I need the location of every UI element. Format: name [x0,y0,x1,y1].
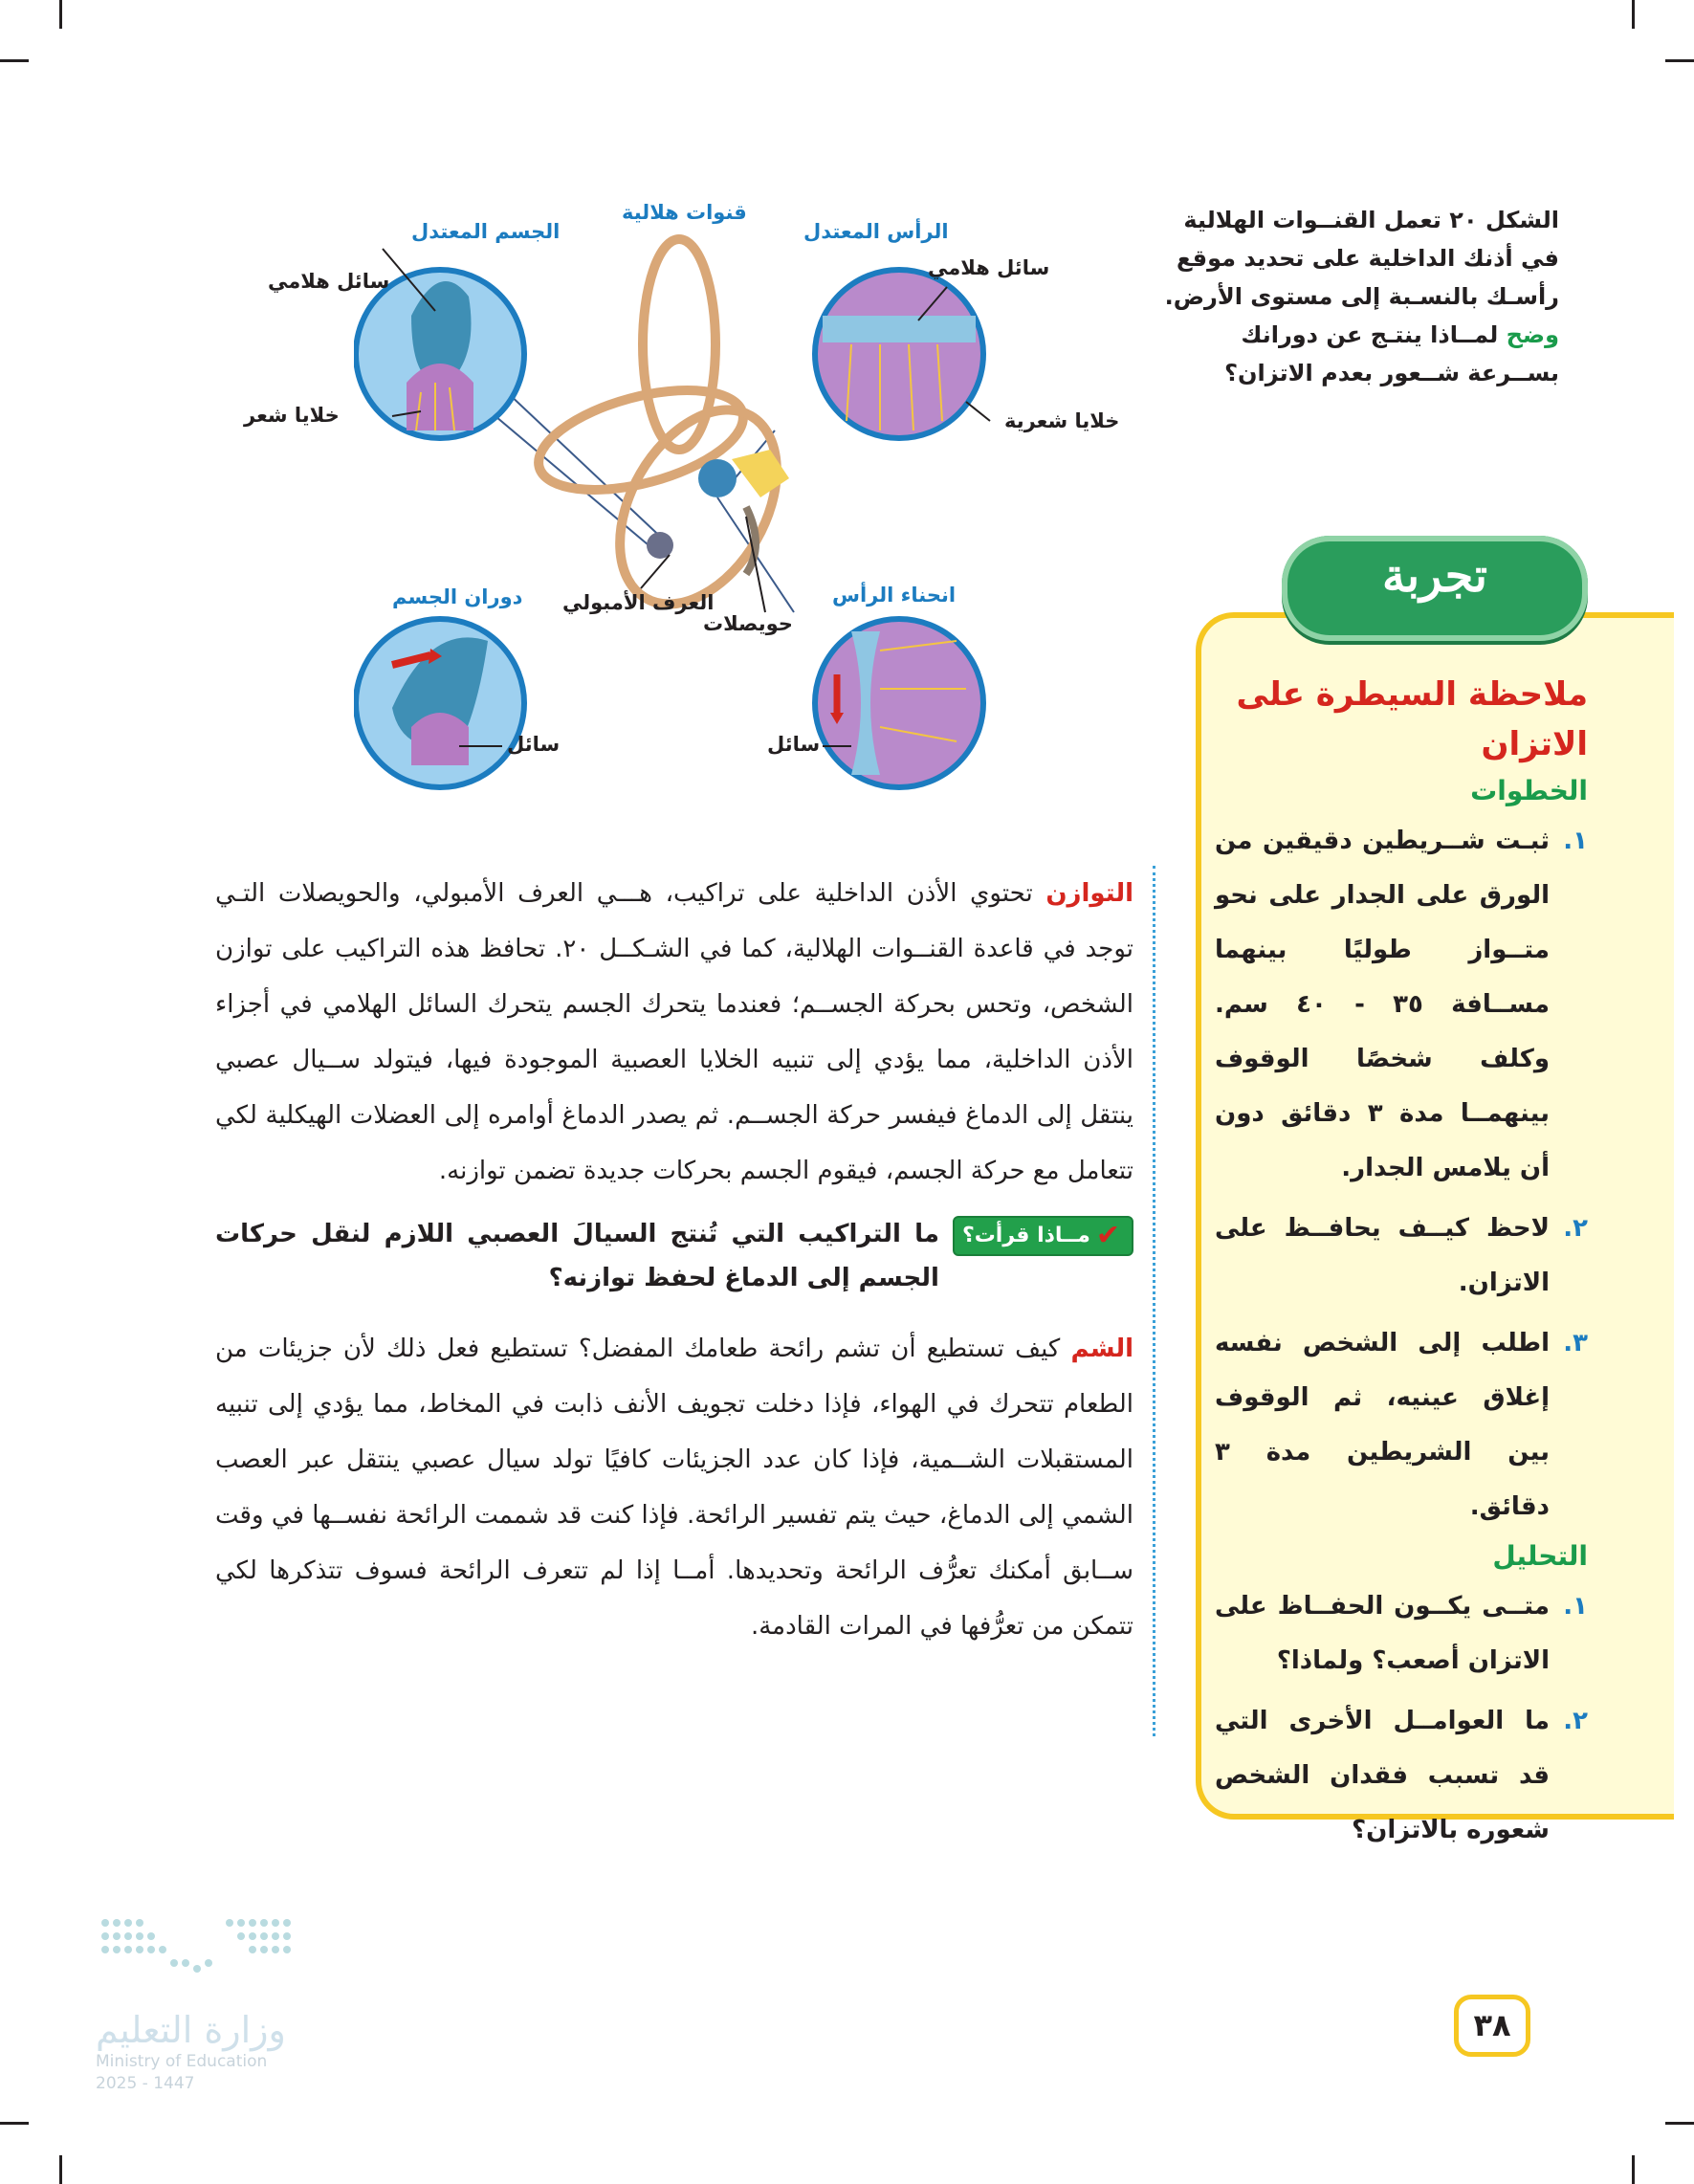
label-vesicles: حويصلات [703,612,793,635]
step-text: اطلب إلى الشخص نفسه إغلاق عينيه، ثم الوقوف بين الشريطين مدة ٣ دقائق. [1215,1329,1550,1521]
smell-text: كيف تستطيع أن تشم رائحة طعامك المفضل؟ تستطيع فعل ذلك لأن جزيئات من الطعام تتحرك في الهواء، فإذا دخلت تجويف الأنف ذابت في المخاط، مما يؤدي إلى تنبيه المستقبلات الشــمية، فإذا كان عدد الجزيئات كافيًا تولد سيال عصبي ينتقل عبر العصب الشمي إلى الدماغ، حيث يتم تفسير الرائحة. فإذا كنت قد شممت الرائحة نفســها في وقت ســابق أمكنك تعرُّف الرائحة وتحديدها. أمــا إذا لم تتعرف الرائحة فسوف تتذكرها لكي تتمكن من تعرُّفها في المرات القادمة. [215,1335,1133,1641]
crop-mark [1665,2122,1694,2125]
crop-mark [0,2122,29,2125]
logo-english-text: Ministry of Education [96,2052,268,2071]
step-number: ٢. [1563,1214,1588,1243]
step-number: ١. [1563,827,1588,855]
ministry-logo [96,1913,316,2093]
experiment-tab-label: تجربة [1382,549,1487,603]
page-number: ٣٨ [1454,1995,1530,2057]
figure-caption-text: تعمل القنــوات الهلالية في أذنك الداخلية على تحديد موقع رأسـك بالنسـبة إلى مستوى الأرض. [1164,207,1559,310]
label-semicircular-canals: قنوات هلالية [622,201,747,224]
label-head-tilt: انحناء الرأس [832,584,957,607]
crop-mark [59,0,62,29]
checkmark-icon: ✔ [1095,1219,1120,1252]
step-text: ثبـت شــريطين دقيقين من الورق على الجدار على نحو متــواز طوليًا بينهما مســافة ٣٥ - ٤٠ سم. وكلف شخصًا الوقوف بينهمــا مدة ٣ دقائق دون أن يلامس الجدار. [1215,827,1550,1182]
what-did-you-read-question: ما التراكيب التي تُنتج السيالَ العصبي اللازم لنقل حركات الجسم إلى الدماغ لحفظ توازنه؟ [215,1220,939,1292]
what-did-you-read [215,1212,1133,1300]
step-item [1215,1202,1588,1311]
label-hair-cells-2: خلايا شعرية [1004,409,1120,432]
label-body-rotation: دوران الجسم [392,585,523,608]
logo-dots-icon [96,1913,306,1999]
crop-mark [1665,59,1694,62]
crop-mark [0,59,29,62]
steps-heading: الخطوات [1470,775,1588,806]
analysis-item [1215,1694,1588,1858]
crop-mark [1632,0,1635,29]
analysis-text: متــى يكــون الحفــاظ على الاتزان أصعب؟ ولماذا؟ [1215,1592,1550,1675]
crop-mark [1632,2155,1635,2184]
step-item [1215,814,1588,1196]
logo-arabic-text: وزارة التعليم [96,2009,286,2051]
balance-text: تحتوي الأذن الداخلية على تراكيب، هـــي العرف الأمبولي، والحويصلات التـي توجد في قاعدة القنــوات الهلالية، كما في الشـكــل ٢٠. تحافظ هذه التراكيب على توازن الشخص، وتحس بحركة الجســم؛ فعندما يتحرك الجسم يتحرك السائل الهلامي في أجزاء الأذن الداخلية، مما يؤدي إلى تنبيه الخلايا العصبية الموجودة فيها، فيتولد ســيال عصبي ينتقل إلى الدماغ فيفسر حركة الجســم. ثم يصدر الدماغ أوامره إلى العضلات الهيكلية لكي تتعامل مع حركة الجسم، فيقوم الجسم بحركات جديدة تضمن توازنه. [215,879,1133,1185]
label-fluid-4: سائل [767,733,821,756]
experiment-content [1215,670,1588,1864]
analysis-number: ٢. [1563,1707,1588,1735]
analysis-text: ما العوامــل الأخرى التي قد تسبب فقدان الشخص شعوره بالاتزان؟ [1215,1707,1550,1844]
label-gel-fluid-1: سائل هلامي [268,270,390,293]
smell-paragraph [215,1321,1133,1654]
figure-caption [1157,201,1559,392]
what-did-you-read-badge [953,1216,1133,1256]
what-did-you-read-label: مــاذا قرأت؟ [961,1224,1090,1247]
balance-paragraph [215,866,1133,1199]
crop-mark [59,2155,62,2184]
label-head-upright: الرأس المعتدل [803,220,949,243]
main-text [215,866,1133,1654]
experiment-tab [1282,536,1588,641]
inner-ear-illustration [354,191,1004,823]
logo-year-text: 2025 - 1447 [96,2074,195,2093]
inner-ear-diagram [244,191,1120,823]
balance-keyword: التوازن [1045,879,1134,908]
analysis-heading: التحليل [1492,1540,1588,1572]
figure-question-text: لمــاذا ينتـج عن دورانك بســرعة شــعور بعدم الاتزان؟ [1224,321,1559,386]
experiment-title: ملاحظة السيطرة على الاتزان [1236,675,1588,763]
smell-keyword: الشم [1070,1335,1134,1363]
label-body-upright: الجسم المعتدل [411,220,561,243]
step-number: ٣. [1563,1329,1588,1357]
figure-number: الشكل ٢٠ [1449,207,1559,233]
step-text: لاحظ كيــف يحافــظ على الاتزان. [1215,1214,1550,1297]
analysis-item [1215,1579,1588,1688]
analysis-number: ١. [1563,1592,1588,1621]
label-fluid-3: سائل [507,733,561,756]
column-divider [1153,866,1155,1736]
step-item [1215,1316,1588,1534]
figure-question-keyword: وضح [1506,321,1559,348]
label-hair-cells-1: خلايا شعر [244,404,340,427]
label-gel-fluid-2: سائل هلامي [928,256,1050,279]
label-ampulla: العرف الأمبولي [562,591,715,614]
